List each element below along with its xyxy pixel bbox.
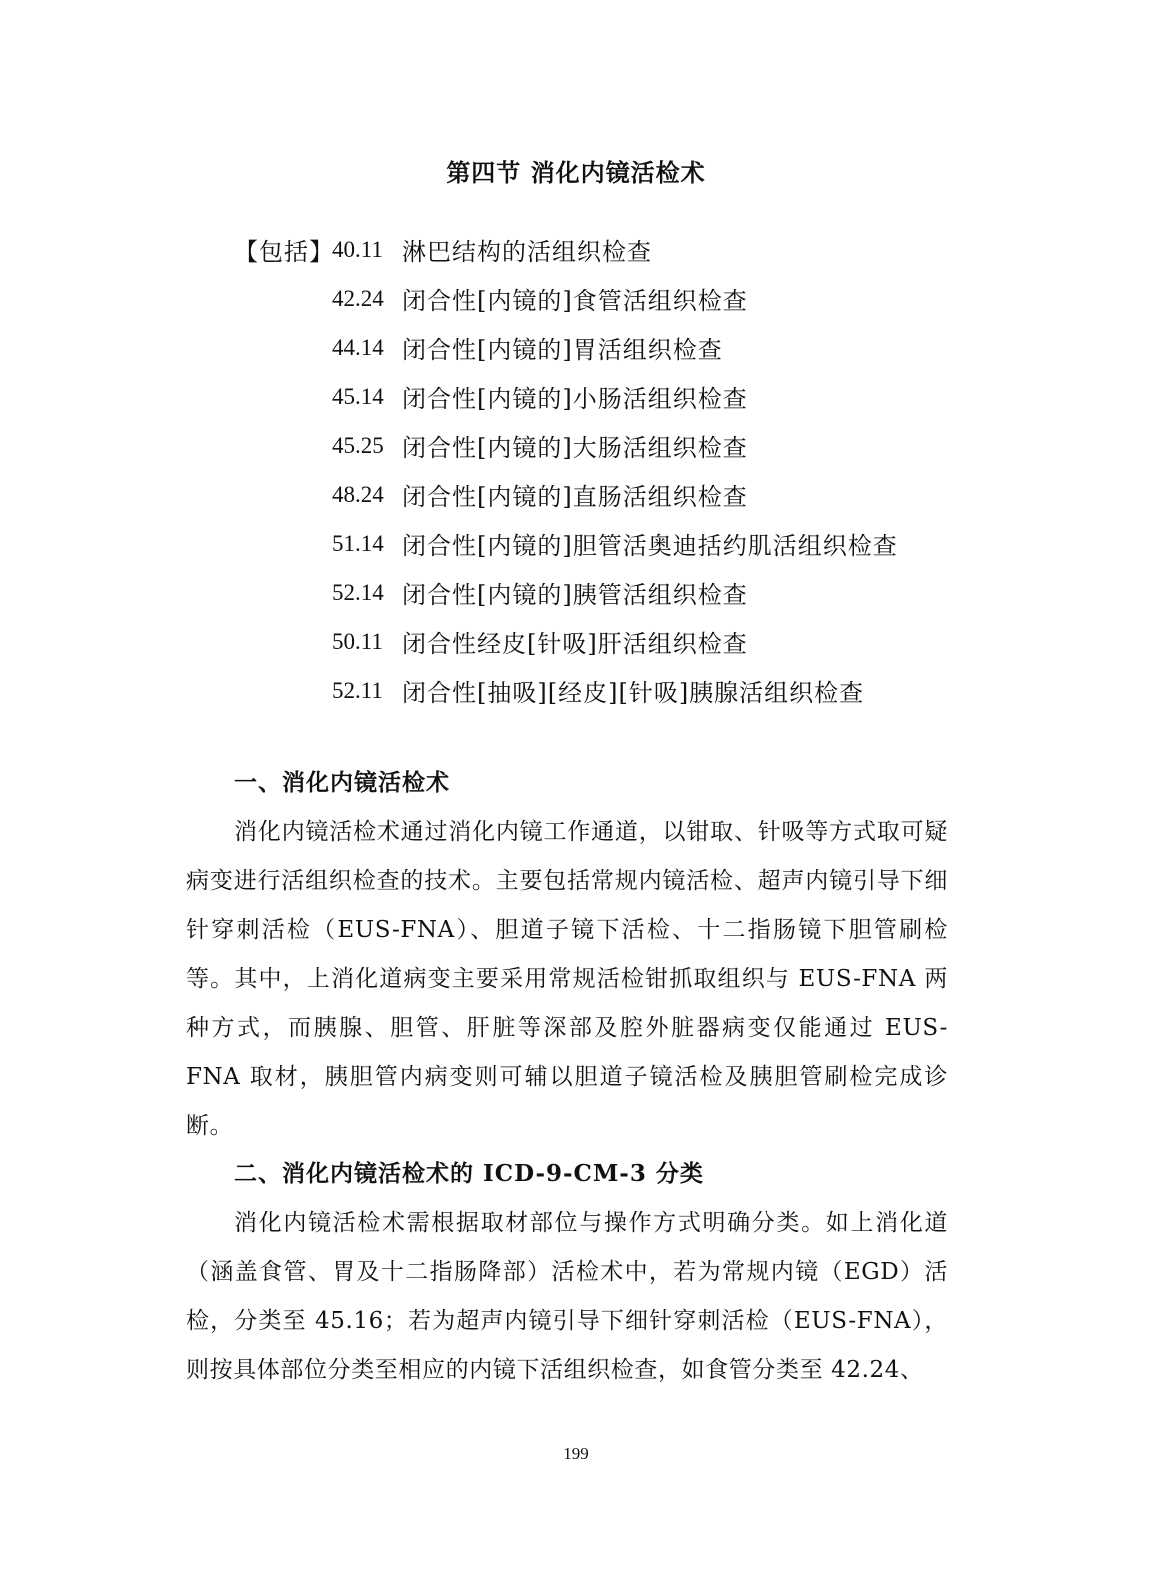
procedure-description: 闭合性[内镜的]直肠活组织检查: [402, 483, 748, 511]
procedure-description: 闭合性[内镜的]胃活组织检查: [402, 336, 723, 364]
section-heading: 一、消化内镜活检术: [234, 769, 450, 796]
includes-item: [234, 568, 954, 617]
procedure-code: 44.14: [332, 334, 384, 360]
procedure-code: 51.14: [332, 530, 384, 556]
procedure-code: 45.25: [332, 432, 384, 458]
section-title: 第四节 消化内镜活检术: [446, 158, 706, 187]
procedure-description: 闭合性[内镜的]胆管活奥迪括约肌活组织检查: [402, 532, 898, 560]
includes-list: [234, 225, 954, 715]
procedure-description: 闭合性[内镜的]小肠活组织检查: [402, 385, 748, 413]
procedure-code: 42.24: [332, 285, 384, 311]
includes-item: [234, 519, 954, 568]
includes-label: 【包括】: [234, 238, 334, 266]
procedure-description: 闭合性[抽吸][经皮][针吸]胰腺活组织检查: [402, 679, 865, 707]
procedure-description: 闭合性[内镜的]食管活组织检查: [402, 287, 748, 315]
body-paragraph: 消化内镜活检术通过消化内镜工作通道，以钳取、针吸等方式取可疑病变进行活组织检查的技术。主要包括常规内镜活检、超声内镜引导下细针穿刺活检（EUS-FNA）、胆道子镜下活检、十二指肠镜下胆管刷检等。其中，上消化道病变主要采用常规活检钳抓取组织与 EUS-FNA 两种方式，而胰腺、胆管、肝脏等深部及腔外脏器病变仅能通过 EUS-FNA 取材，胰胆管内病变则可辅以胆道子镜活检及胰胆管刷检完成诊断。: [186, 819, 948, 1139]
includes-item: [234, 225, 954, 274]
includes-item: [234, 470, 954, 519]
procedure-description: 闭合性[内镜的]胰管活组织检查: [402, 581, 748, 609]
includes-item: [234, 421, 954, 470]
procedure-description: 淋巴结构的活组织检查: [402, 238, 652, 266]
procedure-description: 闭合性[内镜的]大肠活组织检查: [402, 434, 748, 462]
procedure-code: 50.11: [332, 628, 383, 654]
includes-item: [234, 323, 954, 372]
procedure-code: 45.14: [332, 383, 384, 409]
body-paragraph: 消化内镜活检术需根据取材部位与操作方式明确分类。如上消化道（涵盖食管、胃及十二指肠降部）活检术中，若为常规内镜（EGD）活检，分类至 45.16；若为超声内镜引导下细针穿刺活检（EUS-FNA），则按具体部位分类至相应的内镜下活组织检查，如食管分类至 42.24、: [186, 1210, 948, 1383]
includes-item: [234, 666, 954, 715]
section-heading: 二、消化内镜活检术的 ICD-9-CM-3 分类: [234, 1160, 704, 1187]
includes-item: [234, 372, 954, 421]
procedure-code: 52.14: [332, 579, 384, 605]
procedure-description: 闭合性经皮[针吸]肝活组织检查: [402, 630, 748, 658]
page-number: 199: [563, 1444, 589, 1463]
includes-item: [234, 274, 954, 323]
includes-item: [234, 617, 954, 666]
procedure-code: 40.11: [332, 236, 383, 262]
procedure-code: 48.24: [332, 481, 384, 507]
procedure-code: 52.11: [332, 677, 383, 703]
